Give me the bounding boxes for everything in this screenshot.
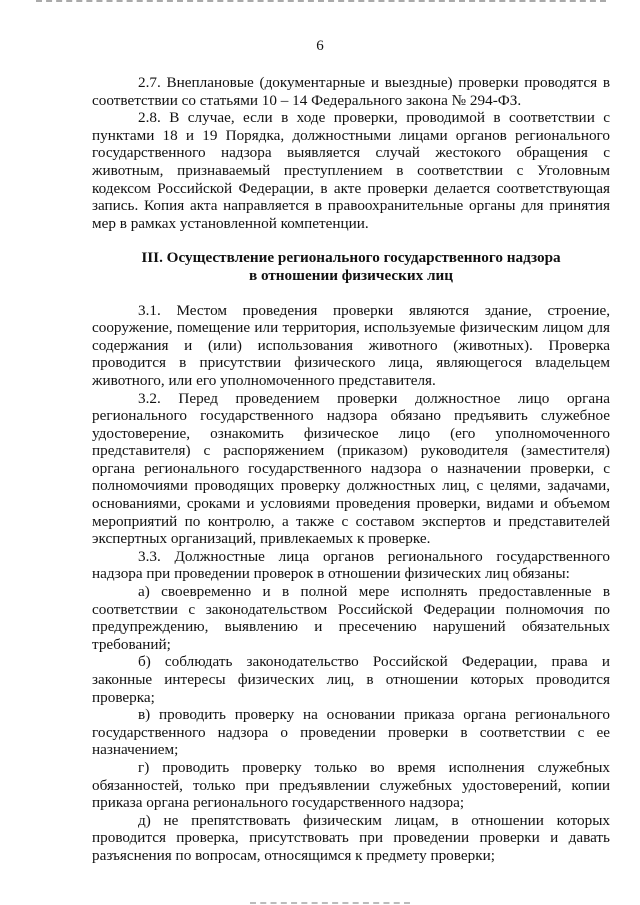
- paragraph-3-2: 3.2. Перед проведением проверки должностное лицо органа регионального государственного надзора обязано предъявить служебное удостоверение, ознакомить физическое лицо (его уполномоченного представителя) с распоряжением (приказом) руководителя (заместителя) органа регионального государственного надзора о назначении проверки, с полномочиями проводящих проверку должностных лиц, с целями, задачами, основаниями, сроками и условиями проведения проверки, видами и объемом мероприятий по контролю, а также с составом экспертов и представителей экспертных организаций, привлекаемых к проверке.: [92, 389, 610, 548]
- paragraph-2-7: 2.7. Внеплановые (документарные и выездные) проверки проводятся в соответствии со статьями 10 – 14 Федерального закона № 294-ФЗ.: [92, 74, 610, 109]
- list-item-g: г) проводить проверку только во время исполнения служебных обязанностей, только при предъявлении служебных удостоверений, копии приказа органа регионального государственного надзора;: [92, 758, 610, 812]
- list-item-a: а) своевременно и в полной мере исполнять предоставленные в соответствии с законодательством Российской Федерации полномочия по предупреждению, выявлению и пресечению нарушений обязательных требований;: [92, 583, 610, 653]
- spacer: [92, 232, 610, 249]
- page-number: 6: [316, 38, 324, 54]
- top-scan-edge: [36, 0, 606, 2]
- bottom-scan-edge: [250, 902, 410, 904]
- paragraph-2-8: 2.8. В случае, если в ходе проверки, проводимой в соответствии с пунктами 18 и 19 Порядка, должностными лицами органов регионального государственного надзора выявляется случай жестокого обращения с животным, признаваемый преступлением в соответствии с Уголовным кодексом Российской Федерации, в акте проверки делается соответствующая запись. Копия акта направляется в правоохранительные органы для принятия мер в рамках установленной компетенции.: [92, 109, 610, 232]
- list-item-b: б) соблюдать законодательство Российской Федерации, права и законные интересы физических лиц, в отношении которых проводится проверка;: [92, 653, 610, 706]
- spacer: [92, 285, 610, 302]
- section-heading-line-2: в отношении физических лиц: [248, 266, 454, 284]
- list-item-v: в) проводить проверку на основании приказа органа регионального государственного надзора о проведении проверки в соответствии с ее назначением;: [92, 706, 610, 759]
- section-heading-line-1: III. Осуществление регионального государственного надзора: [141, 249, 561, 267]
- document-body: [92, 74, 610, 865]
- paragraph-3-1: 3.1. Местом проведения проверки являются здание, строение, сооружение, помещение или территория, используемые физическим лицом для содержания и (или) использования животного (животных). Проверка проводится в присутствии физического лица, являющегося владельцем животного, или его уполномоченного представителя.: [92, 301, 610, 389]
- paragraph-3-3: 3.3. Должностные лица органов регионального государственного надзора при проведении проверок в отношении физических лиц обязаны:: [92, 547, 610, 583]
- list-item-d: д) не препятствовать физическим лицам, в отношении которых проводится проверка, присутствовать при проведении проверки и давать разъяснения по вопросам, относящимся к предмету проверки;: [92, 811, 610, 864]
